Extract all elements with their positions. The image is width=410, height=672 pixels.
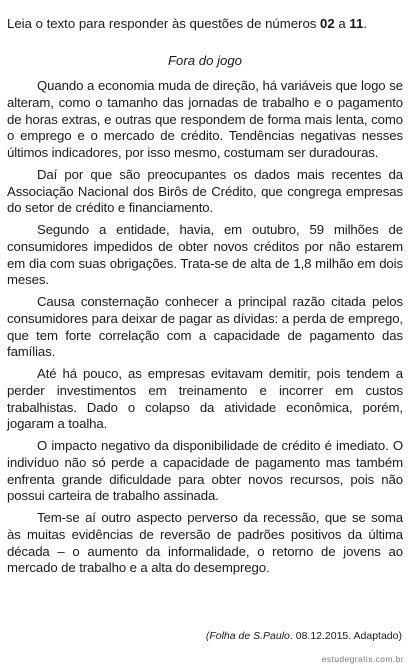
site-watermark: estudegratis.com.br (321, 654, 404, 664)
article-body (7, 78, 403, 582)
paragraph-3: Segundo a entidade, havia, em outubro, 59 milhões de consumidores impedidos de obter novos créditos por não estarem em dia com suas obrigações. Trata-se de alta de 1,8 milhão em dois meses. (7, 222, 403, 288)
paragraph-6: O impacto negativo da disponibilidade de crédito é imediato. O indivíduo não só perde a capacidade de pagamento mas também enfrenta grande dificuldade para obter novos recursos, pois não possui carteira de trabalho assinada. (7, 438, 403, 504)
instruction-period: . (363, 16, 368, 31)
instruction-line (7, 15, 407, 33)
paragraph-2: Daí por que são preocupantes os dados mais recentes da Associação Nacional dos Birôs de Crédito, que congrega empresas do setor de crédito e financiamento. (7, 166, 403, 216)
instruction-text: Leia o texto para responder às questões de números (7, 16, 321, 31)
paragraph-5: Até há pouco, as empresas evitavam demitir, pois tendem a perder investimentos em treinamento e incorrer em custos trabalhistas. Dado o colapso da atividade econômica, porém, jogaram a toalha. (7, 366, 403, 432)
last-question-number: 11 (349, 16, 364, 31)
paragraph-7: Tem-se aí outro aspecto perverso da recessão, que se soma às muitas evidências de reversão de padrões positivos da última década – o aumento da informalidade, o retorno de jovens ao mercado de trabalho e a alta do desemprego. (7, 510, 403, 576)
paragraph-1: Quando a economia muda de direção, há variáveis que logo se alteram, como o tamanho das jornadas de trabalho e o pagamento de horas extras, e outras que respondem de forma mais lenta, como o emprego e o mercado de crédito. Tendências negativas nesses últimos indicadores, por isso mesmo, costumam ser duradouras. (7, 78, 403, 160)
source-citation (206, 630, 402, 642)
source-publication: (Folha de S.Paulo (205, 630, 290, 642)
instruction-joiner: a (334, 16, 350, 31)
first-question-number: 02 (320, 16, 335, 31)
source-date: . 08.12.2015. Adaptado) (289, 630, 402, 642)
paragraph-4: Causa consternação conhecer a principal razão citada pelos consumidores para deixar de pagar as dívidas: a perda de emprego, que tem forte correlação com a capacidade de pagamento das famílias. (7, 294, 403, 360)
article-title: Fora do jogo (167, 53, 243, 68)
